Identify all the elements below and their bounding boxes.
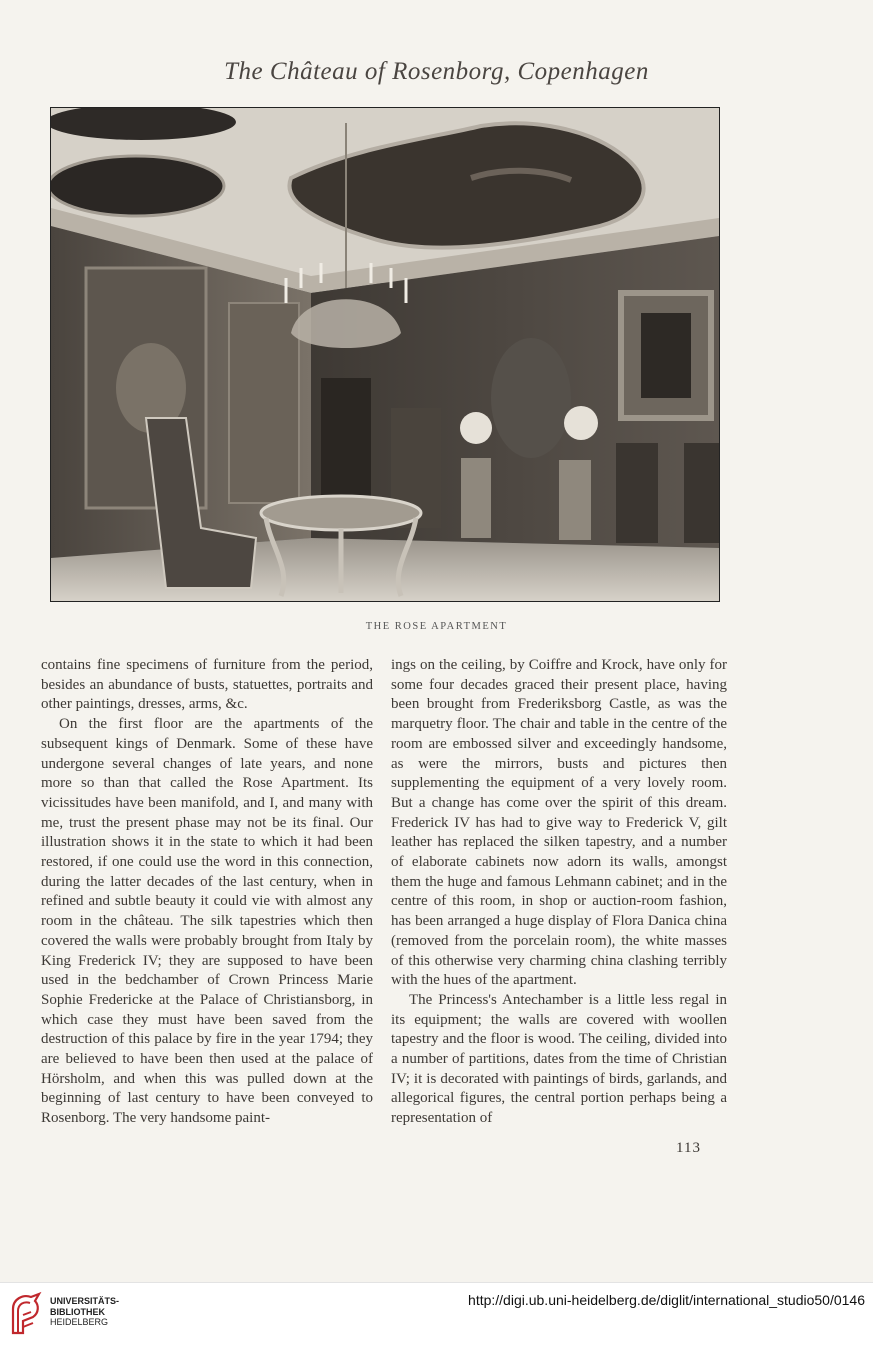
university-library-logo-icon <box>9 1291 43 1336</box>
running-title: The Château of Rosenborg, Copenhagen <box>224 58 649 85</box>
text-column-right <box>391 656 727 1129</box>
library-name-line: UNIVERSITÄTS- <box>50 1296 120 1306</box>
text-column-left <box>41 656 373 1129</box>
chair-right-2 <box>684 443 719 543</box>
bust-left <box>460 412 492 444</box>
library-name-line: HEIDELBERG <box>50 1317 109 1327</box>
paragraph: contains fine specimens of furniture from the period, besides an abundance of busts, statuettes, portraits and other paintings, dresses, arms, &c. <box>41 657 373 713</box>
pedestal-right <box>559 460 591 540</box>
library-name-line: BIBLIOTHEK <box>50 1306 105 1317</box>
bust-right <box>564 406 598 440</box>
plate-caption: THE ROSE APARTMENT <box>365 621 508 632</box>
rose-apartment-photograph <box>50 107 720 602</box>
source-url-link[interactable]: http://digi.ub.uni-heidelberg.de/diglit/international_studio50/0146 <box>468 1292 865 1308</box>
paragraph: The Princess's Antechamber is a little less regal in its equipment; the walls are covered with woollen tapestry and the floor is wood. The ceiling, divided into a number of partitions, dates from the time of Christian IV; it is decorated with paintings of birds, garlands, and allegorical figures, the central portion perhaps being a representation of <box>391 991 727 1127</box>
pedestal-left <box>461 458 491 538</box>
paragraph: ings on the ceiling, by Coiffre and Krock, have only for some four decades graced their present place, having been brought from Frederiksborg Castle, as was the marquetry floor. The chair and table in the centre of the room are embossed silver and exceedingly handsome, as were the mirrors, busts and pictures then supplementing the equipment of a very lovely room. But a change has come over the spirit of this dream. Frederick IV has had to give way to Frederick V, gilt leather has replaced the silken tapestry, and a number of elaborate cabinets now adorn its walls, amongst them the huge and famous Lehmann cabinet; and in the centre of this room, in shop or auction-room fashion, has been arranged a huge display of Flora Danica china (removed from the porcelain room), the white masses of this otherwise very charming china clashing terribly with the hues of the apartment. <box>391 657 727 989</box>
ceiling-painting-left <box>51 156 224 216</box>
chair-right-1 <box>616 443 658 543</box>
room-illustration <box>51 108 719 601</box>
library-name <box>50 1296 119 1328</box>
page-number: 113 <box>676 1140 701 1156</box>
silver-table <box>261 496 421 530</box>
paragraph: On the first floor are the apartments of the subsequent kings of Denmark. Some of these have undergone several changes of late years, and none more so than that called the Rose Apartment. Its vicissitudes have been manifold, and I, and many with me, trust the present phase may not be its final. Our illustration shows it in the state to which it had been restored, if one could use the word in this connection, during the latter decades of the last century, when in refined and subtle beauty it could vie with almost any room in the château. The silk tapestries which then covered the walls were probably brought from Italy by King Frederick IV; they are supposed to have been used in the bedchamber of Crown Princess Marie Sophie Fredericke at the Palace of Christiansborg, in which case they must have been saved from the destruction of this palace by fire in the year 1794; they are believed to have been then used at the palace of Hörsholm, and when this was pulled down at the beginning of last century to have been conveyed to Rosenborg. The very handsome paint- <box>41 716 373 1127</box>
